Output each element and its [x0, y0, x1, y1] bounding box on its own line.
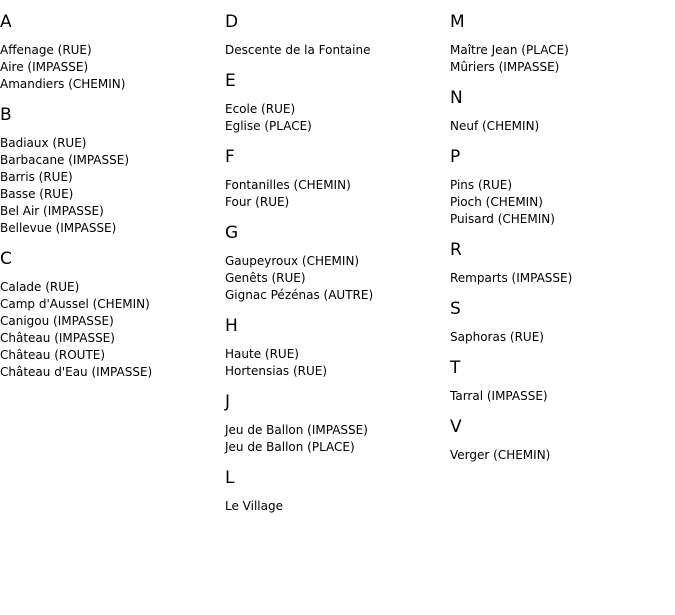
street-name: Calade (RUE): [0, 280, 80, 294]
street-name: Bellevue (IMPASSE): [0, 221, 117, 235]
letter-group: [225, 316, 450, 380]
letter-group: [0, 249, 225, 381]
street-name: Jeu de Ballon (PLACE): [225, 440, 355, 454]
street-name: Badiaux (RUE): [0, 136, 87, 150]
street-name: Remparts (IMPASSE): [450, 271, 573, 285]
street-name: Gaupeyroux (CHEMIN): [225, 254, 360, 268]
street-list: [225, 101, 450, 135]
letter-heading: N: [450, 88, 463, 108]
letter-heading: B: [0, 105, 12, 125]
street-list: [450, 329, 675, 346]
letter-group: [450, 358, 675, 405]
street-name: Fontanilles (CHEMIN): [225, 178, 351, 192]
letter-heading: P: [450, 147, 461, 167]
letter-group: [450, 299, 675, 346]
letter-heading: D: [225, 12, 239, 32]
index-column: [0, 0, 225, 393]
street-name: Bel Air (IMPASSE): [0, 204, 104, 218]
street-name: Mûriers (IMPASSE): [450, 60, 560, 74]
street-name: Château d'Eau (IMPASSE): [0, 365, 153, 379]
street-name: Basse (RUE): [0, 187, 74, 201]
street-name: Ecole (RUE): [225, 102, 296, 116]
street-name: Haute (RUE): [225, 347, 299, 361]
street-name: Neuf (CHEMIN): [450, 119, 540, 133]
street-name: Verger (CHEMIN): [450, 448, 551, 462]
street-name: Pins (RUE): [450, 178, 513, 192]
letter-heading: H: [225, 316, 238, 336]
street-list: [225, 253, 450, 304]
street-name: Barris (RUE): [0, 170, 73, 184]
street-name: Hortensias (RUE): [225, 364, 328, 378]
index-column: [450, 0, 675, 476]
street-list: [450, 388, 675, 405]
letter-group: [450, 12, 675, 76]
street-name: Le Village: [225, 499, 283, 513]
letter-group: [225, 71, 450, 135]
street-list: [225, 42, 450, 59]
letter-group: [225, 468, 450, 515]
letter-heading: C: [0, 249, 12, 269]
street-name: Eglise (PLACE): [225, 119, 312, 133]
street-name: Descente de la Fontaine: [225, 43, 371, 57]
letter-heading: J: [225, 392, 231, 412]
street-list: [450, 447, 675, 464]
letter-heading: G: [225, 223, 239, 243]
street-name: Château (ROUTE): [0, 348, 106, 362]
letter-group: [450, 88, 675, 135]
letter-heading: E: [225, 71, 236, 91]
index-column: [225, 0, 450, 527]
street-name: Tarral (IMPASSE): [450, 389, 548, 403]
street-name: Camp d'Aussel (CHEMIN): [0, 297, 150, 311]
letter-group: [450, 240, 675, 287]
street-list: [450, 177, 675, 228]
street-list: [450, 118, 675, 135]
street-name: Gignac Pézénas (AUTRE): [225, 288, 374, 302]
letter-group: [0, 105, 225, 237]
street-name: Canigou (IMPASSE): [0, 314, 114, 328]
letter-heading: T: [450, 358, 461, 378]
letter-group: [225, 223, 450, 304]
letter-group: [450, 147, 675, 228]
letter-group: [450, 417, 675, 464]
street-list: [450, 270, 675, 287]
street-list: [0, 42, 225, 93]
street-list: [225, 422, 450, 456]
letter-group: [225, 147, 450, 211]
street-list: [225, 346, 450, 380]
street-name: Maître Jean (PLACE): [450, 43, 569, 57]
letter-heading: R: [450, 240, 462, 260]
street-name: Barbacane (IMPASSE): [0, 153, 129, 167]
street-list: [0, 135, 225, 237]
letter-group: [225, 392, 450, 456]
letter-heading: M: [450, 12, 465, 32]
street-name: Château (IMPASSE): [0, 331, 115, 345]
letter-heading: S: [450, 299, 461, 319]
street-name: Puisard (CHEMIN): [450, 212, 555, 226]
street-name: Jeu de Ballon (IMPASSE): [225, 423, 368, 437]
letter-heading: L: [225, 468, 235, 488]
street-list: [450, 42, 675, 76]
street-name: Affenage (RUE): [0, 43, 92, 57]
street-name: Aire (IMPASSE): [0, 60, 89, 74]
street-name: Amandiers (CHEMIN): [0, 77, 126, 91]
street-name: Saphoras (RUE): [450, 330, 544, 344]
street-list: [0, 279, 225, 381]
street-name: Pioch (CHEMIN): [450, 195, 543, 209]
street-list: [225, 177, 450, 211]
street-name: Four (RUE): [225, 195, 290, 209]
letter-group: [225, 12, 450, 59]
letter-heading: V: [450, 417, 462, 437]
letter-heading: A: [0, 12, 12, 32]
letter-group: [0, 12, 225, 93]
letter-heading: F: [225, 147, 235, 167]
street-name: Genêts (RUE): [225, 271, 306, 285]
street-list: [225, 498, 450, 515]
